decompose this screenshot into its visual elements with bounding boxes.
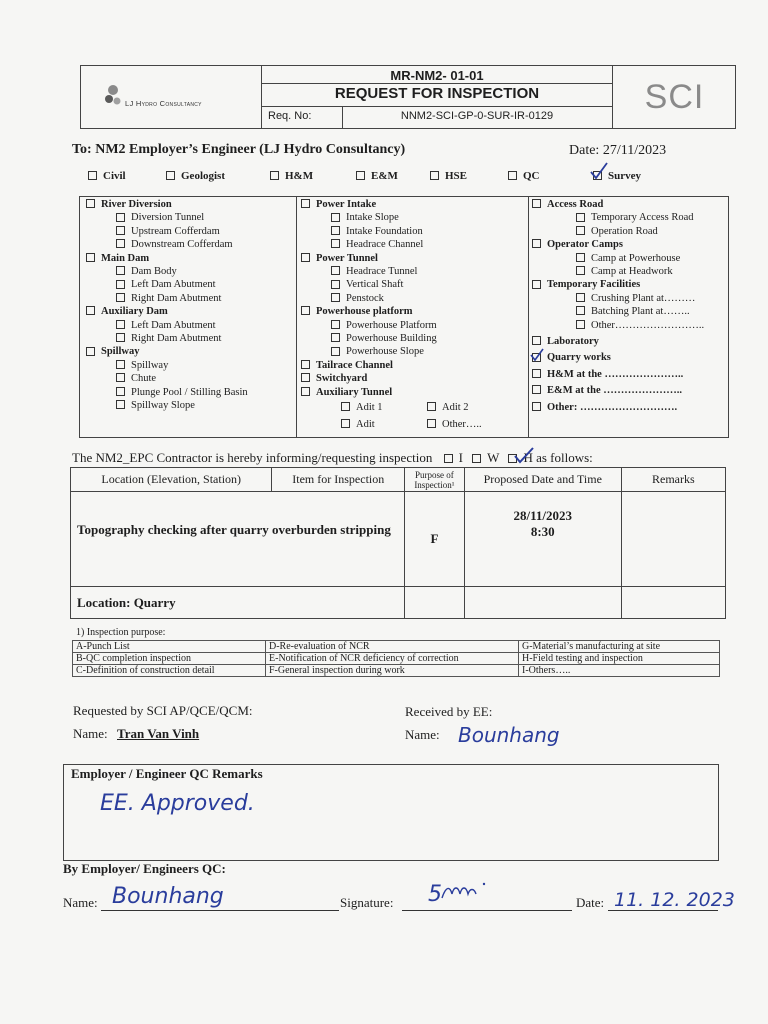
category-item[interactable] — [86, 278, 296, 291]
category-heading[interactable] — [532, 335, 727, 348]
checkbox[interactable] — [301, 253, 310, 262]
checkbox[interactable] — [301, 306, 310, 315]
category-item[interactable] — [86, 238, 296, 251]
category-item[interactable] — [86, 386, 296, 399]
category-label: Downstream Cofferdam — [131, 239, 233, 251]
category-item[interactable] — [532, 305, 727, 318]
requested-name-label: Name: — [73, 726, 108, 741]
category-heading[interactable] — [532, 198, 727, 211]
category-heading[interactable] — [532, 401, 727, 414]
col-header-date: Proposed Date and Time — [464, 468, 621, 492]
discipline-hse[interactable] — [430, 170, 467, 182]
category-label: Spillway — [101, 346, 140, 358]
adit-label: Other….. — [442, 418, 482, 430]
purpose-code: I-Others….. — [519, 665, 720, 677]
option-i-label: I — [458, 450, 463, 465]
category-label: Intake Slope — [346, 212, 399, 224]
inspection-remarks — [621, 492, 725, 587]
purpose-codes-table — [72, 640, 720, 677]
qc-remarks-handwritten: EE. Approved. — [100, 791, 255, 816]
checkbox[interactable] — [331, 320, 340, 329]
category-heading[interactable] — [301, 386, 526, 399]
category-label: H&M at the ………………….. — [547, 368, 684, 380]
category-box — [79, 196, 729, 438]
col-header-item: Item for Inspection — [272, 468, 405, 492]
category-item[interactable] — [86, 211, 296, 224]
category-label: Powerhouse Building — [346, 333, 437, 345]
checkbox[interactable] — [331, 280, 340, 289]
checkbox[interactable] — [427, 419, 436, 428]
checkbox[interactable] — [341, 419, 350, 428]
requested-name: Tran Van Vinh — [117, 726, 200, 741]
purpose-code: E-Notification of NCR deficiency of correction — [266, 653, 519, 665]
inspection-location: Location: Quarry — [71, 587, 405, 619]
category-label: Tailrace Channel — [316, 359, 393, 371]
category-label: Intake Foundation — [346, 225, 423, 237]
checkbox[interactable] — [301, 360, 310, 369]
option-w-label: W — [487, 450, 500, 465]
discipline-label: Geologist — [181, 170, 225, 182]
category-label: E&M at the ………………….. — [547, 385, 683, 397]
discipline-label: HSE — [445, 170, 468, 182]
checkbox[interactable] — [116, 400, 125, 409]
category-item[interactable] — [532, 225, 727, 238]
discipline-label: Civil — [103, 170, 126, 182]
category-item[interactable] — [301, 319, 526, 332]
discipline-geologist[interactable] — [166, 170, 225, 182]
purpose-code: D-Re-evaluation of NCR — [266, 641, 519, 653]
sci-logo-text: SCI — [644, 78, 705, 116]
checkbox[interactable] — [116, 226, 125, 235]
checkbox[interactable] — [576, 320, 585, 329]
category-label: Penstock — [346, 292, 384, 304]
company-logo-cell — [81, 66, 262, 128]
category-heading[interactable] — [532, 368, 727, 381]
checkbox[interactable] — [576, 293, 585, 302]
category-heading[interactable] — [86, 305, 296, 318]
checkbox[interactable] — [116, 387, 125, 396]
checkbox[interactable] — [116, 239, 125, 248]
category-label: Other…………………….. — [591, 319, 705, 331]
qc-name-label: Name: — [63, 895, 98, 910]
checkbox[interactable] — [331, 226, 340, 235]
category-label: Vertical Shaft — [346, 279, 404, 291]
category-label: Headrace Tunnel — [346, 266, 418, 278]
discipline-label: E&M — [371, 170, 398, 182]
checkbox[interactable] — [532, 369, 541, 378]
purpose-code: B-QC completion inspection — [73, 653, 266, 665]
check-mark — [530, 348, 544, 362]
col-header-purpose: Purpose of Inspection¹ — [405, 468, 465, 492]
category-column-3 — [532, 198, 727, 414]
checkbox[interactable] — [576, 306, 585, 315]
checkbox[interactable] — [576, 253, 585, 262]
category-item[interactable] — [301, 332, 526, 345]
checkbox[interactable] — [86, 199, 95, 208]
discipline-label: QC — [523, 170, 540, 182]
category-heading[interactable] — [86, 345, 296, 358]
checkbox[interactable] — [532, 336, 541, 345]
purpose-code: H-Field testing and inspection — [519, 653, 720, 665]
checkbox[interactable] — [88, 171, 97, 180]
category-item[interactable] — [532, 265, 727, 278]
category-label: Temporary Facilities — [547, 279, 641, 291]
qc-name-handwritten: Bounhang — [112, 884, 224, 909]
req-no-label: Req. No: — [268, 110, 312, 122]
category-item[interactable] — [86, 292, 296, 305]
category-label: Operation Road — [591, 225, 658, 237]
checkbox[interactable] — [116, 280, 125, 289]
col-header-remarks: Remarks — [621, 468, 725, 492]
form-header — [80, 65, 736, 129]
category-item[interactable] — [86, 332, 296, 345]
option-h-label: H as follows: — [523, 450, 593, 465]
check-mark — [589, 162, 609, 180]
checkbox[interactable] — [532, 402, 541, 411]
request-date: Date: 27/11/2023 — [569, 143, 667, 158]
checkbox[interactable] — [86, 253, 95, 262]
adit-label: Adit — [356, 418, 375, 430]
category-item[interactable] — [301, 292, 526, 305]
category-label: Spillway — [131, 359, 169, 371]
category-label: Operator Camps — [547, 239, 623, 251]
by-qc-label: By Employer/ Engineers QC: — [63, 861, 226, 876]
received-name-label: Name: — [405, 727, 440, 742]
category-label: Powerhouse platform — [316, 306, 413, 318]
category-label: Upstream Cofferdam — [131, 225, 220, 237]
category-item[interactable] — [532, 292, 727, 305]
adit-label: Adit 1 — [356, 402, 383, 414]
category-column-2 — [301, 198, 526, 431]
category-label: Auxiliary Dam — [101, 306, 168, 318]
request-line-text: The NM2_EPC Contractor is hereby informing/requesting inspection — [72, 450, 433, 465]
checkbox[interactable] — [116, 320, 125, 329]
checkbox[interactable] — [532, 280, 541, 289]
option-i-checkbox[interactable] — [444, 454, 453, 463]
inspection-table — [70, 467, 726, 619]
qc-name-line — [101, 910, 339, 911]
inspection-item: Topography checking after quarry overburden stripping — [71, 492, 405, 587]
category-label: Plunge Pool / Stilling Basin — [131, 386, 248, 398]
checkbox[interactable] — [331, 333, 340, 342]
checkbox[interactable] — [427, 402, 436, 411]
category-item[interactable] — [86, 225, 296, 238]
checkbox[interactable] — [331, 266, 340, 275]
category-label: Laboratory — [547, 336, 599, 348]
category-heading[interactable] — [301, 305, 526, 318]
requested-by-label: Requested by SCI AP/QCE/QCM: — [73, 703, 253, 718]
qc-remarks-box — [63, 764, 719, 861]
category-heading[interactable] — [301, 198, 526, 211]
category-label: Main Dam — [101, 252, 150, 264]
discipline-civil[interactable] — [88, 170, 126, 182]
category-label: Dam Body — [131, 266, 177, 278]
company-logo-icon — [103, 82, 123, 108]
checkbox[interactable] — [86, 306, 95, 315]
form-title-block — [262, 66, 612, 128]
qc-date-handwritten: 11. 12. 2023 — [614, 889, 735, 911]
checkbox[interactable] — [576, 213, 585, 222]
category-item[interactable] — [532, 211, 727, 224]
category-label: Diversion Tunnel — [131, 212, 205, 224]
purpose-code: G-Material’s manufacturing at site — [519, 641, 720, 653]
category-label: Switchyard — [316, 373, 368, 385]
checkbox[interactable] — [116, 360, 125, 369]
category-item[interactable] — [301, 265, 526, 278]
received-name-handwritten: Bounhang — [458, 723, 560, 747]
discipline-em[interactable] — [356, 170, 398, 182]
category-label: Temporary Access Road — [591, 212, 694, 224]
checkbox[interactable] — [356, 171, 365, 180]
category-label: Power Intake — [316, 199, 377, 210]
signature-handwritten: 5 — [428, 882, 442, 907]
proposed-time: 8:30 — [530, 524, 555, 539]
category-label: Powerhouse Slope — [346, 346, 424, 358]
adit-option[interactable] — [427, 401, 513, 414]
checkbox[interactable] — [116, 213, 125, 222]
inspection-purpose: F — [405, 492, 465, 587]
category-label: Spillway Slope — [131, 400, 195, 412]
category-item[interactable] — [301, 211, 526, 224]
signature-scribble — [440, 880, 490, 904]
category-label: Chute — [131, 373, 157, 385]
category-item[interactable] — [532, 252, 727, 265]
company-name: LJ Hydro Consultancy — [125, 99, 202, 108]
option-w-checkbox[interactable] — [472, 454, 481, 463]
adit-option[interactable] — [341, 401, 427, 414]
category-label: Auxiliary Tunnel — [316, 386, 393, 398]
category-label: Crushing Plant at……… — [591, 292, 696, 304]
checkbox[interactable] — [116, 293, 125, 302]
category-item[interactable] — [532, 319, 727, 332]
checkbox[interactable] — [331, 239, 340, 248]
category-item[interactable] — [86, 319, 296, 332]
form-code: MR-NM2- 01-01 — [390, 68, 484, 83]
category-label: Other: ………………………. — [547, 401, 678, 413]
category-item[interactable] — [86, 359, 296, 372]
checkbox[interactable] — [532, 199, 541, 208]
category-item[interactable] — [86, 265, 296, 278]
signature-line — [402, 910, 572, 911]
signature-label: Signature: — [340, 895, 394, 910]
category-heading[interactable] — [301, 359, 526, 372]
checkbox[interactable] — [508, 171, 517, 180]
purpose-code: C-Definition of construction detail — [73, 665, 266, 677]
category-heading[interactable] — [532, 278, 727, 291]
checkbox[interactable] — [270, 171, 279, 180]
proposed-date-time — [464, 492, 621, 587]
checkbox[interactable] — [116, 333, 125, 342]
category-item[interactable] — [301, 345, 526, 358]
category-label: Camp at Headwork — [591, 266, 673, 278]
checkbox[interactable] — [341, 402, 350, 411]
category-label: Headrace Channel — [346, 239, 424, 251]
discipline-hm[interactable] — [270, 170, 313, 182]
category-label: Left Dam Abutment — [131, 279, 216, 291]
category-heading[interactable] — [301, 252, 526, 265]
checkbox[interactable] — [86, 347, 95, 356]
option-w-check-mark — [513, 446, 535, 464]
category-label: Power Tunnel — [316, 252, 378, 264]
checkbox[interactable] — [301, 387, 310, 396]
category-column-1 — [86, 198, 296, 413]
checkbox[interactable] — [116, 373, 125, 382]
checkbox[interactable] — [331, 347, 340, 356]
category-item[interactable] — [301, 238, 526, 251]
category-heading[interactable] — [532, 238, 727, 251]
discipline-label: H&M — [285, 170, 314, 182]
category-heading[interactable] — [532, 384, 727, 397]
category-label: Right Dam Abutment — [131, 333, 222, 345]
discipline-row — [88, 170, 688, 186]
category-label: Access Road — [547, 199, 604, 210]
category-heading[interactable] — [532, 351, 727, 364]
checkbox[interactable] — [532, 385, 541, 394]
category-item[interactable] — [301, 278, 526, 291]
category-label: Powerhouse Platform — [346, 319, 437, 331]
category-label: River Diversion — [101, 199, 172, 210]
req-no-value: NNM2-SCI-GP-0-SUR-IR-0129 — [400, 110, 554, 122]
discipline-qc[interactable] — [508, 170, 540, 182]
checkbox[interactable] — [331, 213, 340, 222]
category-item[interactable] — [86, 372, 296, 385]
proposed-date: 28/11/2023 — [513, 508, 572, 523]
category-label: Batching Plant at…….. — [591, 306, 690, 318]
qc-remarks-title: Employer / Engineer QC Remarks — [71, 766, 263, 781]
checkbox[interactable] — [576, 226, 585, 235]
col-header-location: Location (Elevation, Station) — [71, 468, 272, 492]
adit-option[interactable] — [427, 418, 513, 431]
category-item[interactable] — [86, 399, 296, 412]
checkbox[interactable] — [331, 293, 340, 302]
category-label: Left Dam Abutment — [131, 319, 216, 331]
checkbox[interactable] — [576, 266, 585, 275]
purpose-code: F-General inspection during work — [266, 665, 519, 677]
discipline-survey[interactable] — [593, 170, 641, 182]
adit-option[interactable] — [341, 418, 427, 431]
purpose-code: A-Punch List — [73, 641, 266, 653]
checkbox[interactable] — [116, 266, 125, 275]
to-line: To: NM2 Employer’s Engineer (LJ Hydro Consultancy) — [72, 142, 406, 157]
category-heading[interactable] — [86, 252, 296, 265]
checkbox[interactable] — [430, 171, 439, 180]
qc-date-label: Date: — [576, 895, 605, 910]
sci-logo — [612, 66, 736, 128]
category-heading[interactable] — [301, 372, 526, 385]
discipline-label: Survey — [608, 170, 641, 182]
category-label: Quarry works — [547, 352, 611, 364]
category-label: Right Dam Abutment — [131, 292, 222, 304]
category-label: Camp at Powerhouse — [591, 252, 681, 264]
checkbox[interactable] — [301, 373, 310, 382]
adit-label: Adit 2 — [442, 402, 469, 414]
category-item[interactable] — [301, 225, 526, 238]
received-by-label: Received by EE: — [405, 704, 493, 719]
checkbox[interactable] — [166, 171, 175, 180]
checkbox[interactable] — [301, 199, 310, 208]
purpose-note: 1) Inspection purpose: — [76, 627, 166, 638]
form-title: REQUEST FOR INSPECTION — [334, 85, 540, 102]
adit-options — [301, 401, 526, 431]
checkbox[interactable] — [532, 239, 541, 248]
category-heading[interactable] — [86, 198, 296, 211]
